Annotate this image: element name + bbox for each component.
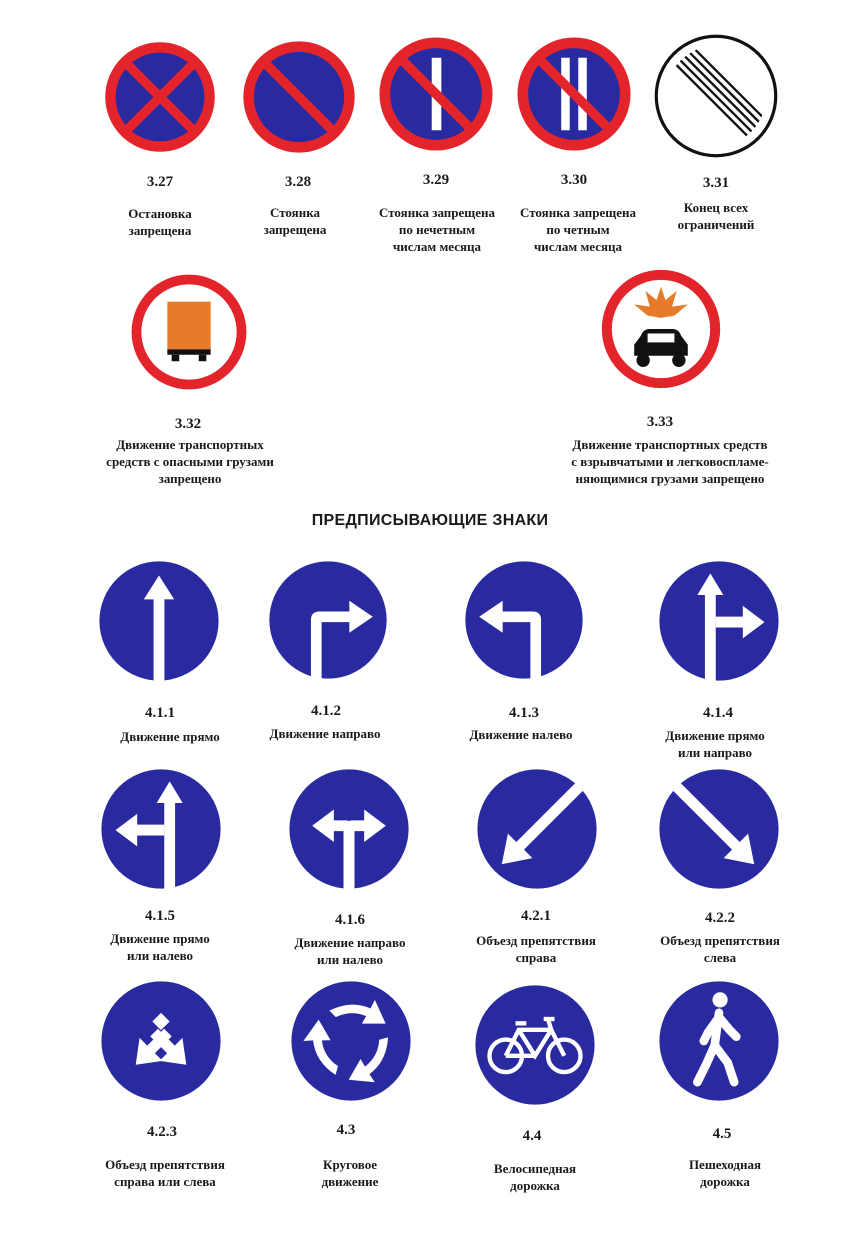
sign-code: 3.29 — [422, 172, 450, 188]
left-turn-arrow-icon — [460, 556, 588, 684]
end-of-restrictions-icon — [652, 32, 780, 160]
sign-caption: Конец всех ограничений — [677, 200, 755, 232]
sign-code: 4.2.1 — [521, 908, 551, 924]
right-turn-arrow-icon — [264, 556, 392, 684]
sign-code: 4.1.5 — [145, 908, 175, 924]
sign-caption: Движение прямо — [120, 729, 220, 744]
sign-caption: Движение налево — [469, 727, 573, 742]
keep-right-arrow-icon — [472, 764, 602, 894]
sign-caption: Стоянка запрещена — [263, 205, 327, 237]
no-explosives-icon — [594, 262, 728, 396]
sign-caption: Стоянка запрещена по нечетным числам месяца — [378, 205, 496, 254]
sign-caption: Стоянка запрещена по четным числам месяца — [519, 205, 637, 254]
sign-caption: Остановка запрещена — [128, 206, 192, 238]
sign-code: 4.3 — [336, 1122, 356, 1138]
section-heading: ПРЕДПИСЫВАЮЩИЕ ЗНАКИ — [311, 512, 549, 529]
sign-caption: Объезд препятствия справа или слева — [105, 1157, 225, 1189]
sign-code: 4.5 — [712, 1126, 732, 1142]
no-stopping-icon — [98, 35, 222, 159]
sign-caption: Движение транспортных средств с опасными грузами запрещено — [106, 437, 274, 486]
sign-code: 4.1.2 — [311, 703, 341, 719]
sign-caption: Движение прямо или налево — [110, 931, 210, 963]
sign-caption: Движение направо — [269, 726, 381, 741]
straight-or-right-arrow-icon — [654, 556, 784, 686]
sign-code: 3.33 — [646, 414, 674, 430]
sign-code: 4.2.3 — [147, 1124, 177, 1140]
sign-caption: Движение прямо или направо — [665, 728, 765, 760]
sign-code: 3.32 — [174, 416, 202, 432]
sign-code: 4.1.3 — [509, 705, 539, 721]
sign-caption: Круговое движение — [321, 1157, 379, 1189]
straight-or-left-arrow-icon — [96, 764, 226, 894]
pedestrian-icon — [654, 976, 784, 1106]
sign-code: 3.27 — [146, 174, 174, 190]
sign-caption: Пешеходная дорожка — [688, 1157, 762, 1189]
bicycle-icon — [470, 980, 600, 1110]
no-parking-odd-days-icon — [372, 30, 500, 158]
sign-code: 4.4 — [522, 1128, 542, 1144]
sign-code: 3.30 — [560, 172, 588, 188]
sign-code: 4.1.4 — [703, 705, 733, 721]
no-parking-even-days-icon — [510, 30, 638, 158]
right-or-left-arrow-icon — [284, 764, 414, 894]
sign-caption: Велосипедная дорожка — [493, 1161, 577, 1193]
sign-caption: Движение транспортных средств с взрывчатыми и легковоспламе- няющимися грузами запрещено — [571, 437, 769, 486]
sign-code: 4.1.1 — [145, 705, 175, 721]
no-dangerous-goods-icon — [124, 267, 254, 397]
sign-code: 4.1.6 — [335, 912, 365, 928]
sign-code: 4.2.2 — [705, 910, 735, 926]
roundabout-icon — [286, 976, 416, 1106]
sign-code: 3.28 — [284, 174, 312, 190]
straight-arrow-icon — [94, 556, 224, 686]
pass-either-side-icon — [96, 976, 226, 1106]
keep-left-arrow-icon — [654, 764, 784, 894]
no-parking-icon — [236, 34, 362, 160]
sign-caption: Объезд препятствия слева — [660, 933, 780, 965]
sign-caption: Движение направо или налево — [294, 935, 406, 967]
sign-code: 3.31 — [702, 175, 730, 191]
sign-caption: Объезд препятствия справа — [476, 933, 596, 965]
